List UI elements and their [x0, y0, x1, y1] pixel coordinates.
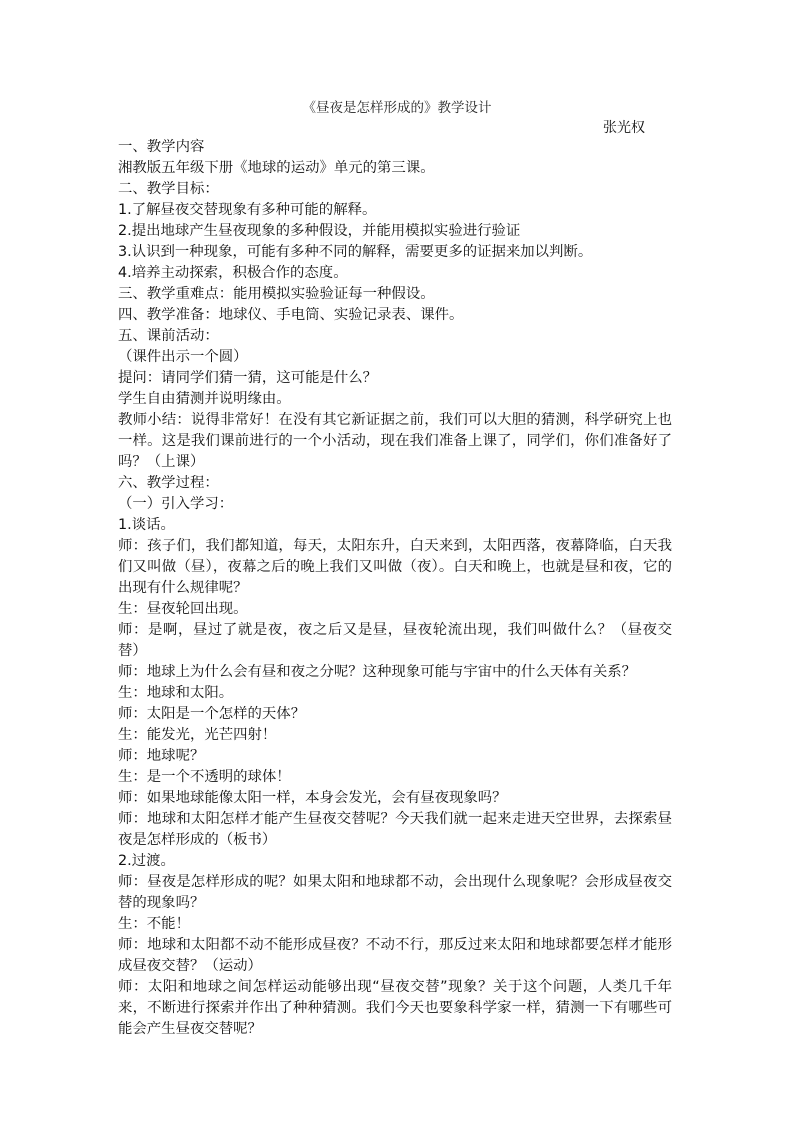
section-heading-key-points: 三、教学重难点：能用模拟实验验证每一种假设。 — [118, 286, 435, 302]
section-heading-pre-class: 五、课前活动： — [118, 328, 219, 344]
document-author: 张光权 — [603, 120, 645, 136]
dialogue-line: 生：不能！ — [118, 916, 190, 932]
dialogue-line: 生：昼夜轮回出现。 — [118, 601, 248, 617]
list-item: 2.提出地球产生昼夜现象的多种假设，并能用模拟实验进行验证 — [118, 223, 521, 239]
subsection-heading: （一）引入学习： — [118, 496, 234, 512]
step-heading: 2.过渡。 — [118, 853, 175, 869]
document-body — [118, 137, 672, 1040]
paragraph: 教师小结：说得非常好！在没有其它新证据之前，我们可以大胆的猜测，科学研究上也一样。这是我们课前进行的一个小活动，现在我们准备上课了，同学们，你们准备好了吗？（上课） — [118, 412, 672, 470]
dialogue-line: 生：地球和太阳。 — [118, 685, 234, 701]
paragraph: （课件出示一个圆） — [118, 349, 248, 365]
dialogue-line: 师：太阳和地球之间怎样运动能够出现“昼夜交替”现象？关于这个问题，人类几千年来，不断进行探索并作出了种种猜测。我们今天也要象科学家一样，猜测一下有哪些可能会产生昼夜交替呢？ — [118, 979, 672, 1037]
list-item: 3.认识到一种现象，可能有多种不同的解释，需要更多的证据来加以判断。 — [118, 244, 593, 260]
dialogue-line: 师：昼夜是怎样形成的呢？如果太阳和地球都不动，会出现什么现象呢？会形成昼夜交替的现象吗？ — [118, 874, 672, 911]
dialogue-line: 师：是啊，昼过了就是夜，夜之后又是昼，昼夜轮流出现，我们叫做什么？（昼夜交替） — [118, 622, 672, 659]
section-heading-content: 一、教学内容 — [118, 139, 205, 155]
dialogue-line: 师：如果地球能像太阳一样，本身会发光，会有昼夜现象吗？ — [118, 790, 507, 806]
dialogue-line: 师：地球呢？ — [118, 748, 205, 764]
section-heading-preparation: 四、教学准备：地球仪、手电筒、实验记录表、课件。 — [118, 307, 464, 323]
list-item: 4.培养主动探索，积极合作的态度。 — [118, 265, 348, 281]
dialogue-line: 生：是一个不透明的球体！ — [118, 769, 291, 785]
paragraph: 湘教版五年级下册《地球的运动》单元的第三课。 — [118, 160, 435, 176]
list-item: 1.了解昼夜交替现象有多种可能的解释。 — [118, 202, 377, 218]
dialogue-line: 生：能发光，光芒四射！ — [118, 727, 277, 743]
dialogue-line: 师：地球和太阳都不动不能形成昼夜？不动不行，那反过来太阳和地球都要怎样才能形成昼夜交替？（运动） — [118, 937, 672, 974]
paragraph: 提问：请同学们猜一猜，这可能是什么？ — [118, 370, 378, 386]
paragraph: 学生自由猜测并说明缘由。 — [118, 391, 291, 407]
dialogue-line: 师：地球上为什么会有昼和夜之分呢？这种现象可能与宇宙中的什么天体有关系？ — [118, 664, 637, 680]
document-title: 《昼夜是怎样形成的》教学设计 — [302, 100, 492, 116]
section-heading-process: 六、教学过程： — [118, 475, 219, 491]
dialogue-line: 师：地球和太阳怎样才能产生昼夜交替呢？今天我们就一起来走进天空世界，去探索昼夜是怎样形成的（板书） — [118, 811, 672, 848]
dialogue-line: 师：孩子们，我们都知道，每天，太阳东升，白天来到，太阳西落，夜幕降临，白天我们又叫做（昼），夜幕之后的晚上我们又叫做（夜）。白天和晚上，也就是昼和夜，它的出现有什么规律呢？ — [118, 538, 672, 596]
section-heading-objectives: 二、教学目标： — [118, 181, 219, 197]
step-heading: 1.谈话。 — [118, 517, 175, 533]
dialogue-line: 师：太阳是一个怎样的天体？ — [118, 706, 306, 722]
